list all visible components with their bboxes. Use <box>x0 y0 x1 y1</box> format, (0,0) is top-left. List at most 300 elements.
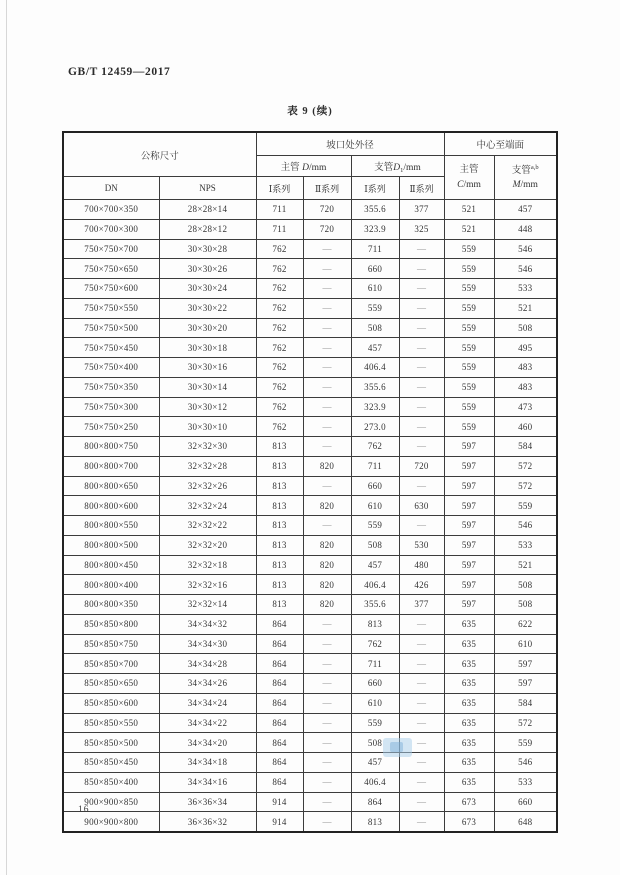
table-row <box>63 575 557 595</box>
table-cell: 597 <box>444 437 494 457</box>
table-cell: 635 <box>444 634 494 654</box>
table-cell: 521 <box>494 555 557 575</box>
table-cell: 32×32×26 <box>159 476 256 496</box>
table-row <box>63 259 557 279</box>
table-cell: 750×750×350 <box>63 377 159 397</box>
table-cell: 635 <box>444 713 494 733</box>
table-cell: — <box>399 358 444 378</box>
table-cell: 813 <box>256 575 303 595</box>
table-cell: — <box>303 417 351 437</box>
table-cell: 813 <box>256 516 303 536</box>
table-row <box>63 298 557 318</box>
table-cell: 762 <box>256 358 303 378</box>
table-cell: 508 <box>351 318 399 338</box>
header-bevel-outer-diameter: 坡口处外径 <box>256 132 444 156</box>
table-cell: — <box>303 338 351 358</box>
table-cell: — <box>399 614 444 634</box>
table-cell: 750×750×550 <box>63 298 159 318</box>
table-cell: 914 <box>256 812 303 832</box>
table-cell: 483 <box>494 358 557 378</box>
table-cell: — <box>399 713 444 733</box>
table-cell: 34×34×20 <box>159 733 256 753</box>
table-cell: 820 <box>303 555 351 575</box>
table-cell: 533 <box>494 535 557 555</box>
table-cell: 800×800×350 <box>63 595 159 615</box>
table-cell: 508 <box>494 318 557 338</box>
table-row <box>63 377 557 397</box>
table-cell: 28×28×14 <box>159 200 256 220</box>
table-row <box>63 200 557 220</box>
table-cell: 914 <box>256 792 303 812</box>
header-branch-pipe-d1: 支管$D_1/mm$ <box>351 156 444 177</box>
table-cell: 597 <box>444 555 494 575</box>
header-branch-series2: Ⅱ系列 <box>399 177 444 200</box>
standard-number: GB/T 12459—2017 <box>68 66 171 78</box>
table-cell: 30×30×18 <box>159 338 256 358</box>
table-cell: 377 <box>399 200 444 220</box>
table-cell: 610 <box>351 693 399 713</box>
table-cell: 36×36×32 <box>159 812 256 832</box>
table-row <box>63 318 557 338</box>
table-cell: 813 <box>256 476 303 496</box>
table-cell: 597 <box>444 456 494 476</box>
table-row <box>63 397 557 417</box>
table-cell: 635 <box>444 753 494 773</box>
table-cell: 610 <box>351 279 399 299</box>
table-cell: 813 <box>256 555 303 575</box>
table-cell: 850×850×700 <box>63 654 159 674</box>
table-cell: 32×32×20 <box>159 535 256 555</box>
table-cell: 533 <box>494 772 557 792</box>
table-cell: 584 <box>494 437 557 457</box>
table-cell: 750×750×600 <box>63 279 159 299</box>
table-cell: 673 <box>444 812 494 832</box>
table-cell: 800×800×700 <box>63 456 159 476</box>
table-row <box>63 772 557 792</box>
table-cell: 457 <box>351 555 399 575</box>
table-cell: 521 <box>494 298 557 318</box>
table-cell: 864 <box>256 634 303 654</box>
table-cell: — <box>399 792 444 812</box>
table-cell: 762 <box>256 279 303 299</box>
table-cell: 521 <box>444 200 494 220</box>
table-row <box>63 456 557 476</box>
table-cell: 800×800×650 <box>63 476 159 496</box>
table-cell: 34×34×24 <box>159 693 256 713</box>
table-cell: 820 <box>303 496 351 516</box>
table-cell: 508 <box>351 535 399 555</box>
table-cell: 635 <box>444 772 494 792</box>
table-cell: 34×34×18 <box>159 753 256 773</box>
table-cell: 32×32×24 <box>159 496 256 516</box>
header-main-series1: Ⅰ系列 <box>256 177 303 200</box>
table-cell: — <box>303 259 351 279</box>
table-cell: — <box>399 772 444 792</box>
table-cell: 559 <box>494 496 557 516</box>
table-cell: 559 <box>494 733 557 753</box>
table-cell: 597 <box>444 496 494 516</box>
table-cell: 800×800×750 <box>63 437 159 457</box>
table-cell: 559 <box>444 358 494 378</box>
table-cell: 813 <box>351 614 399 634</box>
table-cell: 32×32×28 <box>159 456 256 476</box>
table-row <box>63 634 557 654</box>
table-cell: 34×34×32 <box>159 614 256 634</box>
table-cell: 762 <box>256 397 303 417</box>
table-cell: 32×32×16 <box>159 575 256 595</box>
table-cell: 700×700×300 <box>63 219 159 239</box>
table-cell: 635 <box>444 693 494 713</box>
table-cell: 813 <box>256 496 303 516</box>
table-cell: 762 <box>256 239 303 259</box>
table-cell: 850×850×450 <box>63 753 159 773</box>
table-cell: 406.4 <box>351 358 399 378</box>
table-cell: 559 <box>444 298 494 318</box>
table-cell: 864 <box>256 693 303 713</box>
table-cell: 30×30×20 <box>159 318 256 338</box>
table-cell: 559 <box>444 417 494 437</box>
table-cell: 850×850×550 <box>63 713 159 733</box>
table-cell: 572 <box>494 456 557 476</box>
table-cell: — <box>399 437 444 457</box>
table-row <box>63 674 557 694</box>
table-cell: 406.4 <box>351 772 399 792</box>
table-cell: 813 <box>256 456 303 476</box>
table-cell: 34×34×28 <box>159 654 256 674</box>
table-cell: 559 <box>444 397 494 417</box>
table-cell: 34×34×30 <box>159 634 256 654</box>
table-cell: 720 <box>303 200 351 220</box>
table-cell: — <box>399 298 444 318</box>
table-cell: 711 <box>351 456 399 476</box>
site-watermark-icon <box>383 738 412 757</box>
table-cell: 30×30×24 <box>159 279 256 299</box>
table-cell: 635 <box>444 674 494 694</box>
table-cell: — <box>303 772 351 792</box>
table-cell: 610 <box>351 496 399 516</box>
table-body <box>63 200 557 833</box>
table-cell: 325 <box>399 219 444 239</box>
table-cell: 508 <box>494 575 557 595</box>
table-cell: 864 <box>256 674 303 694</box>
table-cell: — <box>303 654 351 674</box>
table-cell: 28×28×12 <box>159 219 256 239</box>
table-cell: — <box>399 318 444 338</box>
table-cell: — <box>303 614 351 634</box>
table-cell: 572 <box>494 476 557 496</box>
table-cell: 850×850×400 <box>63 772 159 792</box>
table-cell: — <box>303 753 351 773</box>
table-cell: 635 <box>444 733 494 753</box>
header-nps: NPS <box>159 177 256 200</box>
table-cell: — <box>399 733 444 753</box>
table-cell: 30×30×28 <box>159 239 256 259</box>
header-branch-series1: Ⅰ系列 <box>351 177 399 200</box>
table-cell: 473 <box>494 397 557 417</box>
table-cell: 864 <box>256 733 303 753</box>
table-cell: — <box>399 634 444 654</box>
table-cell: 762 <box>256 338 303 358</box>
table-cell: 323.9 <box>351 397 399 417</box>
table-cell: 711 <box>351 239 399 259</box>
table-cell: 30×30×10 <box>159 417 256 437</box>
table-cell: — <box>303 358 351 378</box>
table-row <box>63 614 557 634</box>
table-cell: — <box>303 693 351 713</box>
table-cell: 597 <box>444 575 494 595</box>
table-cell: 864 <box>256 713 303 733</box>
table-cell: 864 <box>256 614 303 634</box>
table-cell: 30×30×26 <box>159 259 256 279</box>
header-main-series2: Ⅱ系列 <box>303 177 351 200</box>
table-row <box>63 733 557 753</box>
table-cell: 820 <box>303 456 351 476</box>
table-cell: 622 <box>494 614 557 634</box>
table-cell: 32×32×22 <box>159 516 256 536</box>
table-row <box>63 338 557 358</box>
table-cell: 813 <box>256 595 303 615</box>
table-cell: 559 <box>444 259 494 279</box>
table-cell: 559 <box>444 279 494 299</box>
table-cell: 750×750×450 <box>63 338 159 358</box>
table-cell: 762 <box>256 417 303 437</box>
table-cell: 673 <box>444 792 494 812</box>
table-cell: 546 <box>494 239 557 259</box>
table-row <box>63 693 557 713</box>
table-cell: 546 <box>494 516 557 536</box>
table-cell: — <box>399 417 444 437</box>
table-cell: — <box>399 476 444 496</box>
table-cell: 813 <box>256 437 303 457</box>
table-cell: 800×800×550 <box>63 516 159 536</box>
table-cell: 660 <box>351 259 399 279</box>
table-cell: 559 <box>351 298 399 318</box>
table-cell: 660 <box>351 476 399 496</box>
table-cell: 508 <box>494 595 557 615</box>
table-cell: 711 <box>256 219 303 239</box>
table-cell: 800×800×450 <box>63 555 159 575</box>
table-cell: 323.9 <box>351 219 399 239</box>
table-cell: 32×32×18 <box>159 555 256 575</box>
table-cell: 850×850×600 <box>63 693 159 713</box>
table-cell: 521 <box>444 219 494 239</box>
table-row <box>63 417 557 437</box>
table-cell: — <box>399 338 444 358</box>
table-cell: 34×34×22 <box>159 713 256 733</box>
table-cell: 720 <box>399 456 444 476</box>
table-cell: — <box>399 654 444 674</box>
table-cell: 457 <box>494 200 557 220</box>
table-cell: 546 <box>494 259 557 279</box>
table-cell: — <box>303 812 351 832</box>
table-cell: 597 <box>444 595 494 615</box>
table-cell: 750×750×500 <box>63 318 159 338</box>
table-cell: 750×750×650 <box>63 259 159 279</box>
table-cell: 36×36×34 <box>159 792 256 812</box>
table-cell: 820 <box>303 535 351 555</box>
header-center-to-end: 中心至端面 <box>444 132 557 156</box>
table-row <box>63 753 557 773</box>
table-row <box>63 595 557 615</box>
table-cell: 559 <box>444 318 494 338</box>
table-row <box>63 792 557 812</box>
table-cell: — <box>399 812 444 832</box>
table-cell: 457 <box>351 338 399 358</box>
scan-edge-line <box>6 0 7 875</box>
table-row <box>63 437 557 457</box>
table-cell: 720 <box>303 219 351 239</box>
table-cell: — <box>399 674 444 694</box>
table-cell: 495 <box>494 338 557 358</box>
table-row <box>63 516 557 536</box>
table-cell: — <box>303 318 351 338</box>
table-row <box>63 279 557 299</box>
table-cell: 820 <box>303 575 351 595</box>
table-cell: 426 <box>399 575 444 595</box>
table-cell: 711 <box>256 200 303 220</box>
table-cell: 572 <box>494 713 557 733</box>
table-cell: 355.6 <box>351 377 399 397</box>
table-cell: — <box>399 259 444 279</box>
table-cell: — <box>303 397 351 417</box>
table-cell: 900×900×800 <box>63 812 159 832</box>
header-branch-pipe-m: 支管$^{a,b}$ M/mm <box>494 156 557 200</box>
table-row <box>63 535 557 555</box>
table-cell: 32×32×30 <box>159 437 256 457</box>
table-cell: 630 <box>399 496 444 516</box>
table-cell: 800×800×400 <box>63 575 159 595</box>
table-cell: 584 <box>494 693 557 713</box>
table-cell: 864 <box>256 772 303 792</box>
page-number: 16 <box>78 805 90 815</box>
table-title: 表 9 (续) <box>287 106 333 117</box>
table-cell: — <box>303 674 351 694</box>
table-cell: 762 <box>351 437 399 457</box>
table-row <box>63 713 557 733</box>
table-cell: 850×850×500 <box>63 733 159 753</box>
table-cell: — <box>303 792 351 812</box>
table-cell: — <box>399 239 444 259</box>
table-cell: 750×750×400 <box>63 358 159 378</box>
table-cell: 597 <box>444 476 494 496</box>
table-cell: — <box>303 239 351 259</box>
table-row <box>63 496 557 516</box>
table-cell: 483 <box>494 377 557 397</box>
table-cell: 864 <box>256 654 303 674</box>
table-cell: 762 <box>351 634 399 654</box>
table-cell: 30×30×14 <box>159 377 256 397</box>
table-cell: 635 <box>444 654 494 674</box>
table-cell: 750×750×250 <box>63 417 159 437</box>
table-cell: — <box>303 437 351 457</box>
table-cell: 508 <box>351 733 399 753</box>
table-cell: 597 <box>444 535 494 555</box>
table-cell: 457 <box>351 753 399 773</box>
table-header <box>63 132 557 200</box>
table-cell: 800×800×500 <box>63 535 159 555</box>
table-cell: 660 <box>494 792 557 812</box>
table-cell: 660 <box>351 674 399 694</box>
table-cell: — <box>399 397 444 417</box>
table-cell: 597 <box>444 516 494 536</box>
table-cell: — <box>303 713 351 733</box>
table-cell: 711 <box>351 654 399 674</box>
header-dn: DN <box>63 177 159 200</box>
table-row <box>63 239 557 259</box>
table-cell: — <box>303 476 351 496</box>
table-row <box>63 219 557 239</box>
dimension-table <box>62 131 558 833</box>
table-cell: 30×30×22 <box>159 298 256 318</box>
table-cell: 750×750×700 <box>63 239 159 259</box>
table-cell: — <box>303 634 351 654</box>
table-cell: 762 <box>256 377 303 397</box>
table-cell: — <box>399 377 444 397</box>
table-cell: 448 <box>494 219 557 239</box>
table-cell: 900×900×850 <box>63 792 159 812</box>
header-main-pipe-d: 主管 D/mm <box>256 156 351 177</box>
table-cell: 273.0 <box>351 417 399 437</box>
table-cell: 460 <box>494 417 557 437</box>
table-cell: 762 <box>256 259 303 279</box>
table-cell: 533 <box>494 279 557 299</box>
table-cell: — <box>303 377 351 397</box>
table-cell: 559 <box>351 713 399 733</box>
table-cell: 813 <box>256 535 303 555</box>
table-row <box>63 358 557 378</box>
table-cell: 813 <box>351 812 399 832</box>
table-cell: 750×750×300 <box>63 397 159 417</box>
table-cell: — <box>303 733 351 753</box>
table-cell: 635 <box>444 614 494 634</box>
table-cell: 597 <box>494 654 557 674</box>
table-cell: 820 <box>303 595 351 615</box>
table-cell: — <box>399 516 444 536</box>
table-cell: 864 <box>351 792 399 812</box>
table-cell: 530 <box>399 535 444 555</box>
table-cell: — <box>399 279 444 299</box>
table-cell: 850×850×800 <box>63 614 159 634</box>
table-cell: — <box>399 693 444 713</box>
table-row <box>63 555 557 575</box>
table-cell: 559 <box>351 516 399 536</box>
table-cell: 597 <box>494 674 557 694</box>
table-cell: 800×800×600 <box>63 496 159 516</box>
table-cell: 762 <box>256 318 303 338</box>
table-cell: 355.6 <box>351 595 399 615</box>
table-cell: — <box>303 279 351 299</box>
table-cell: — <box>399 753 444 773</box>
table-cell: 762 <box>256 298 303 318</box>
header-nominal-size: 公称尺寸 <box>63 132 256 177</box>
table-cell: 406.4 <box>351 575 399 595</box>
table-row <box>63 654 557 674</box>
table-cell: 850×850×750 <box>63 634 159 654</box>
table-cell: — <box>303 516 351 536</box>
table-cell: 32×32×14 <box>159 595 256 615</box>
table-cell: 377 <box>399 595 444 615</box>
table-cell: — <box>303 298 351 318</box>
table-cell: 34×34×26 <box>159 674 256 694</box>
header-main-pipe-c: 主管 C/mm <box>444 156 494 200</box>
table-cell: 610 <box>494 634 557 654</box>
table-cell: 559 <box>444 338 494 358</box>
table-cell: 355.6 <box>351 200 399 220</box>
table-cell: 34×34×16 <box>159 772 256 792</box>
table-cell: 559 <box>444 239 494 259</box>
table-cell: 480 <box>399 555 444 575</box>
table-cell: 850×850×650 <box>63 674 159 694</box>
